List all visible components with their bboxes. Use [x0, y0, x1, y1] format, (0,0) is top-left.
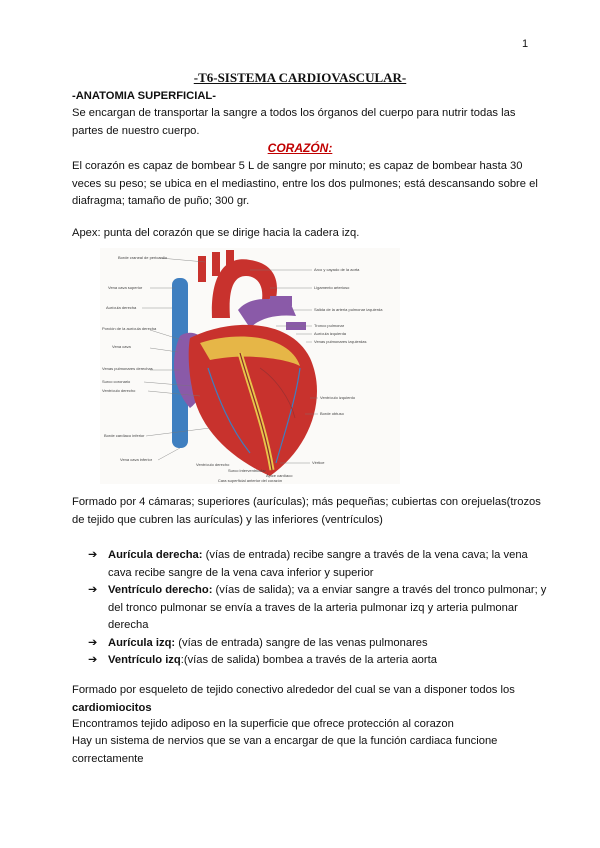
- figure-caption: Cara superficial anterior del corazón: [217, 478, 283, 483]
- list-item: [88, 547, 548, 582]
- bullet-term: Aurícula izq:: [108, 636, 176, 649]
- bullet-text: (vías de entrada) recibe sangre a través de la vena cava; la vena cava recibe sangre de la vena cava inferior y superior: [108, 549, 528, 579]
- label-left-7: Ventrículo derecho: [102, 388, 136, 393]
- esqueleto-bold: cardiomiocitos: [72, 701, 152, 714]
- label-right-8: Vértice: [312, 460, 325, 465]
- label-right-3: Tronco pulmonar: [314, 323, 345, 328]
- page-title: -T6-SISTEMA CARDIOVASCULAR-: [193, 70, 407, 85]
- list-item: [88, 635, 548, 653]
- label-right-1: Ligamento arterioso: [314, 285, 350, 290]
- label-right-4: Aurícula izquierda: [314, 331, 347, 336]
- tejido-paragraph: Encontramos tejido adiposo en la superficie que ofrece protección al corazon: [72, 718, 454, 730]
- intro-paragraph: Se encargan de transportar la sangre a todos los órganos del cuerpo para nutrir todas las partes de nuestro cuerpo.: [72, 107, 516, 137]
- list-item: [88, 652, 548, 670]
- heart-anatomy-figure: [100, 248, 400, 484]
- bullet-term: Aurícula derecha:: [108, 549, 203, 561]
- label-left-3: Porción de la aurícula derecha: [102, 326, 157, 331]
- label-left-8: Borde cardíaco inferior: [104, 433, 145, 438]
- bullet-text: (vías de entrada) sangre de las venas pulmonares: [175, 636, 428, 649]
- bullet-term: Ventrículo derecho:: [108, 584, 213, 596]
- nervios-paragraph: Hay un sistema de nervios que se van a encargar de que la función cardiaca funcione correctamente: [72, 735, 498, 765]
- bullet-term: Ventrículo izq: [108, 654, 181, 666]
- label-left-0: Borde craneal de pericardio: [118, 255, 168, 260]
- esqueleto-paragraph: [72, 682, 542, 717]
- label-right-5: Venas pulmonares izquierdas: [314, 339, 367, 344]
- corazon-paragraph: El corazón es capaz de bombear 5 L de sangre por minuto; es capaz de bombear hasta 30 veces su peso; se ubica en el mediastino, entre los dos pulmones; está descansando sobre el diafragma; tamaño de puño; 300 gr.: [72, 160, 538, 207]
- apex-paragraph: Apex: punta del corazón que se dirige hacia la cadera izq.: [72, 227, 360, 239]
- section-subheading: -ANATOMIA SUPERFICIAL-: [72, 90, 216, 102]
- label-bottom-0: Ventrículo derecho: [196, 462, 230, 467]
- label-bottom-1: Surco interventricular: [228, 468, 266, 473]
- page-number: 1: [522, 38, 529, 50]
- bullet-text: (vías de salida); va a enviar sangre a través del tronco pulmonar; y del tronco pulmonar se envía a traves de la arteria pulmonar izq y arteria pulmonar derecha: [108, 584, 547, 631]
- esqueleto-text: Formado por esqueleto de tejido conectivo alrededor del cual se van a disponer todos los: [72, 684, 515, 696]
- arrow-icon: ➔: [88, 549, 98, 561]
- label-right-6: Ventrículo izquierdo: [320, 395, 356, 400]
- camaras-paragraph: Formado por 4 cámaras; superiores (aurículas); más pequeñas; cubiertas con orejuelas(trozos de tejido que cubren las aurículas) y las inferiores (ventrículos): [72, 496, 541, 526]
- list-item: [88, 582, 548, 635]
- label-right-0: Arco y cayado de la aorta: [314, 267, 360, 272]
- label-left-1: Vena cava superior: [108, 285, 143, 290]
- label-left-5: Venas pulmonares derechas: [102, 366, 153, 371]
- chambers-list: [88, 547, 548, 670]
- label-left-9: Vena cava inferior: [120, 457, 153, 462]
- arrow-icon: ➔: [88, 584, 98, 596]
- arrow-icon: ➔: [88, 654, 98, 666]
- label-bottom-2: Ápice cardíaco: [266, 473, 293, 478]
- corazon-heading: CORAZÓN:: [267, 141, 333, 155]
- label-left-4: Vena cava: [112, 344, 131, 349]
- arrow-icon: ➔: [88, 636, 98, 649]
- label-left-6: Surco coronario: [102, 379, 131, 384]
- label-right-7: Borde obtuso: [320, 411, 344, 416]
- bullet-text: :(vías de salida) bombea a través de la arteria aorta: [180, 654, 437, 666]
- label-left-2: Aurícula derecha: [106, 305, 137, 310]
- label-right-2: Salida de la arteria pulmonar izquierda: [314, 307, 383, 312]
